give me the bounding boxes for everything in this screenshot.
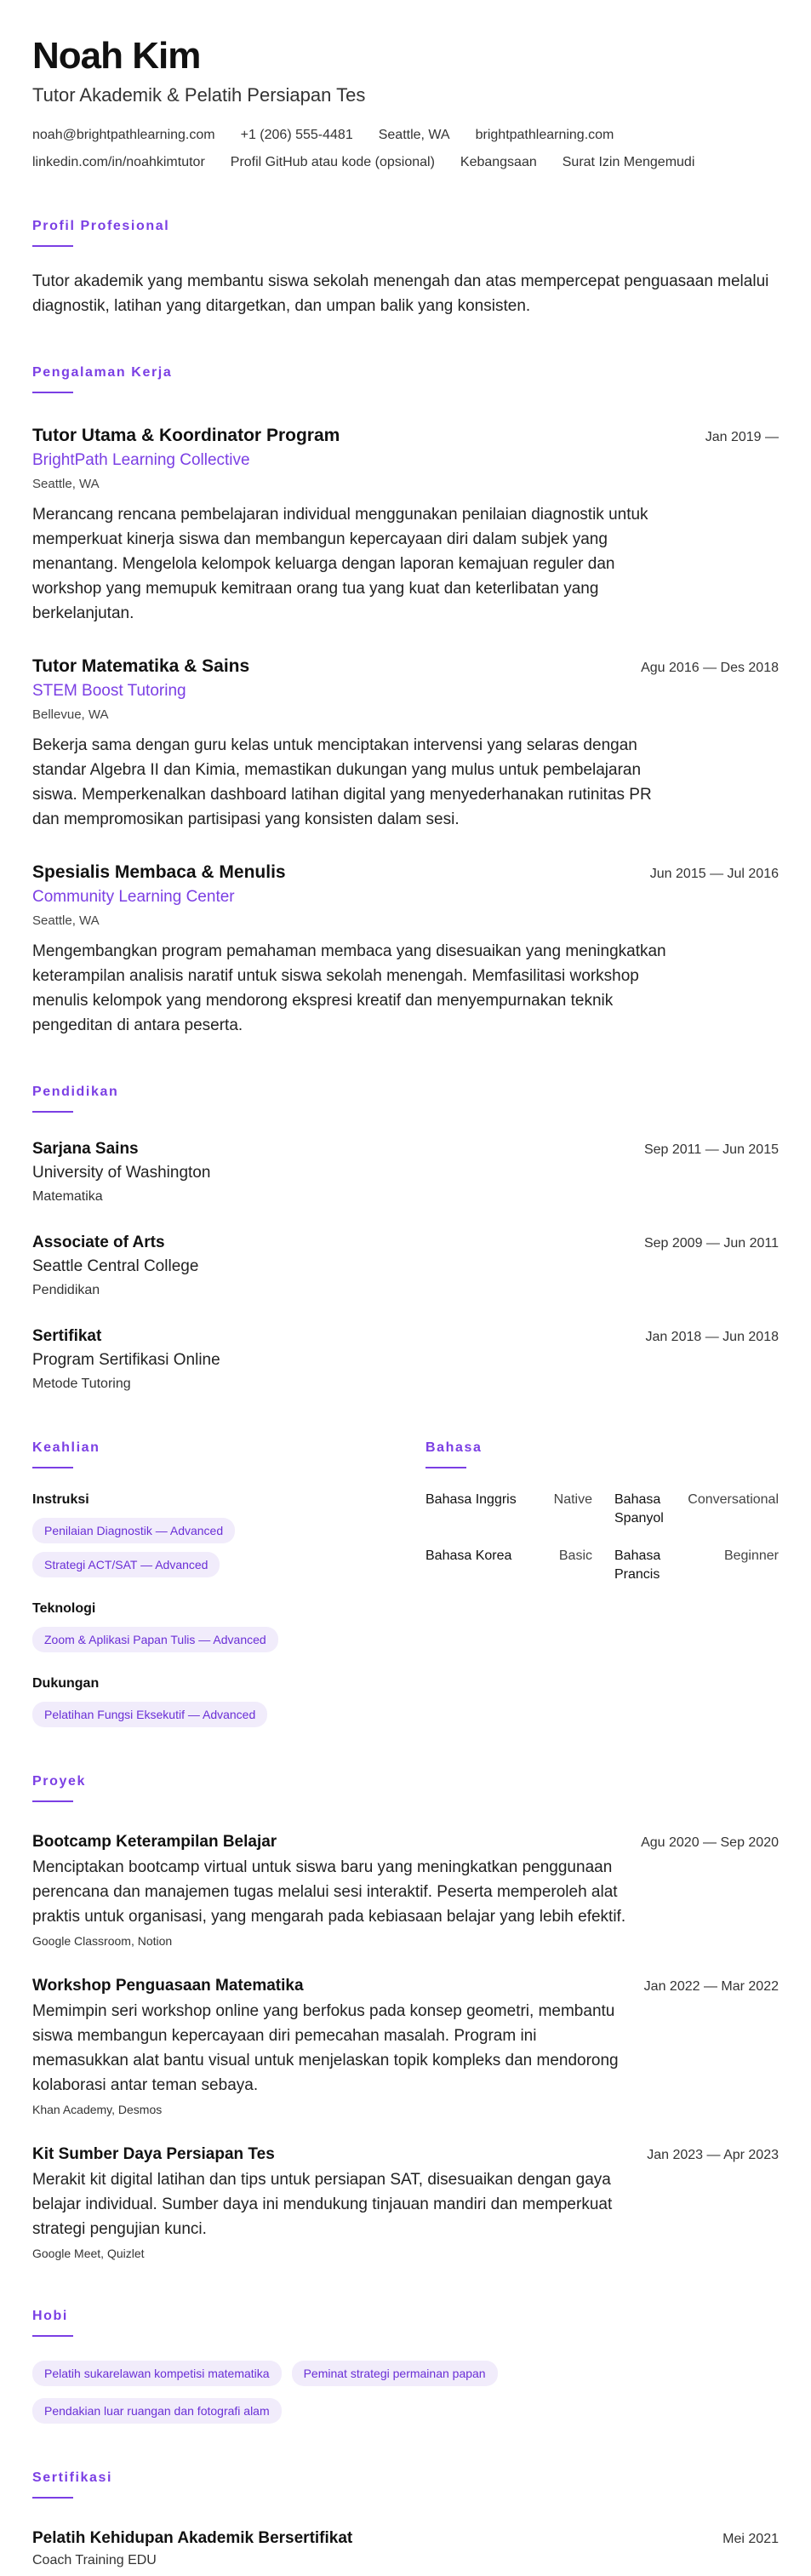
project-list [32, 1831, 779, 2262]
education-entry [32, 1325, 779, 1394]
contact-linkedin[interactable]: linkedin.com/in/noahkimtutor [32, 155, 205, 169]
job-company: BrightPath Learning Collective [32, 451, 250, 469]
skill-group-label: Dukungan [32, 1676, 100, 1691]
certification-entry [32, 2527, 779, 2570]
section-title-education: Pendidikan [32, 1085, 119, 1099]
section-divider [32, 1111, 73, 1113]
project-title: Workshop Penguasaan Matematika [32, 1977, 304, 1995]
contact-nationality: Kebangsaan [460, 155, 537, 169]
project-date: Jan 2023 — Apr 2023 [647, 2148, 779, 2162]
language-item [425, 1491, 604, 1528]
project-tools: Google Classroom, Notion [32, 1934, 173, 1948]
language-name: Bahasa Spanyol [614, 1492, 664, 1526]
job-description: Merancang rencana pembelajaran individual menggunakan penilaian diagnostik untuk memperkuat kinerja siswa dan membangun kepercayaan diri dalam subjek yang menantang. Mengelola kelompok keluarga dengan laporan kemajuan reguler dan workshop yang memupuk kemitraan orang tua yang kuat dan keterlibatan yang berkelanjutan. [32, 506, 648, 622]
section-divider [32, 2497, 73, 2499]
project-tools: Khan Academy, Desmos [32, 2103, 163, 2116]
hobby-chip: Peminat strategi permainan papan [292, 2361, 498, 2386]
job-list [32, 424, 779, 1038]
certifications-section [32, 2470, 779, 2570]
project-description: Merakit kit digital latihan dan tips untuk persiapan SAT, disesuaikan dengan gaya belajar individual. Sumber daya ini mendukung tinjauan mandiri dan memperkuat strategi pengujian kunci. [32, 2171, 613, 2238]
job-date: Jan 2019 — [705, 430, 779, 444]
project-description: Menciptakan bootcamp virtual untuk siswa baru yang meningkatkan penggunaan perencana dan manajemen tugas melalui sesi interaktif. Peserta memperoleh alat praktis untuk organisasi, yang mengarah pada kebiasaan belajar yang lebih efektif. [32, 1858, 626, 1926]
education-date: Sep 2011 — Jun 2015 [643, 1142, 779, 1157]
education-school: University of Washington [32, 1164, 211, 1182]
skill-group [32, 1674, 425, 1727]
hobby-list [32, 2361, 628, 2424]
skill-group [32, 1491, 425, 1577]
contact-github[interactable]: Profil GitHub atau kode (opsional) [230, 155, 435, 169]
skills-section [32, 1440, 425, 1727]
contact-website[interactable]: brightpathlearning.com [475, 128, 614, 142]
section-divider [32, 1467, 73, 1468]
education-date: Jan 2018 — Jun 2018 [645, 1330, 779, 1344]
education-section [32, 1084, 779, 1394]
resume-header [32, 34, 779, 172]
section-title-hobbies: Hobi [32, 2309, 68, 2323]
education-school: Program Sertifikasi Online [32, 1351, 220, 1369]
education-list [32, 1138, 779, 1394]
experience-section [32, 364, 779, 1038]
job-company: Community Learning Center [32, 888, 235, 906]
language-level: Conversational [688, 1492, 779, 1507]
education-degree: Associate of Arts [32, 1234, 165, 1251]
education-entry [32, 1232, 779, 1300]
project-title: Kit Sumber Daya Persiapan Tes [32, 2145, 275, 2163]
language-level: Native [553, 1492, 592, 1507]
education-entry [32, 1138, 779, 1206]
job-description: Mengembangkan program pemahaman membaca yang disesuaikan yang meningkatkan keterampilan analisis naratif untuk siswa sekolah menengah. Memfasilitasi workshop menulis kelompok yang mendorong ekspresi kreatif dan menyempurnakan teknik pengeditan di antara peserta. [32, 942, 666, 1034]
candidate-name: Noah Kim [32, 35, 201, 77]
job-date: Agu 2016 — Des 2018 [641, 661, 779, 675]
project-entry [32, 2144, 779, 2262]
language-level: Basic [558, 1548, 592, 1563]
education-field: Metode Tutoring [32, 1377, 131, 1391]
section-divider [32, 2335, 73, 2337]
language-list [425, 1491, 779, 1584]
job-title: Tutor Utama & Koordinator Program [32, 426, 340, 445]
project-title: Bootcamp Keterampilan Belajar [32, 1833, 277, 1851]
projects-section [32, 1773, 779, 2262]
skill-chip: Penilaian Diagnostik — Advanced [32, 1518, 235, 1543]
education-field: Pendidikan [32, 1283, 100, 1297]
section-divider [425, 1467, 466, 1468]
project-date: Jan 2022 — Mar 2022 [643, 1979, 779, 1994]
section-divider [32, 1800, 73, 1802]
project-entry [32, 1975, 779, 2118]
language-item [604, 1547, 779, 1584]
job-location: Seattle, WA [32, 477, 100, 491]
job-location: Bellevue, WA [32, 707, 109, 722]
project-description: Memimpin seri workshop online yang berfokus pada konsep geometri, membantu siswa membangun kepercayaan diri pemecahan masalah. Program ini memasukkan alat bantu visual untuk menjelaskan topik kompleks dan mendorong kolaborasi antar teman sebaya. [32, 2002, 619, 2094]
certification-issuer: Coach Training EDU [32, 2553, 157, 2567]
skill-group-label: Teknologi [32, 1601, 96, 1616]
contact-location: Seattle, WA [378, 128, 450, 142]
contact-phone[interactable]: +1 (206) 555-4481 [240, 128, 353, 142]
skills-languages-row [32, 1440, 779, 1727]
language-level: Beginner [723, 1548, 779, 1563]
job-entry [32, 861, 779, 1038]
project-entry [32, 1831, 779, 1949]
candidate-headline: Tutor Akademik & Pelatih Persiapan Tes [32, 84, 366, 106]
project-tools: Google Meet, Quizlet [32, 2247, 145, 2260]
section-title-projects: Proyek [32, 1774, 86, 1789]
job-location: Seattle, WA [32, 913, 100, 928]
contact-list [32, 126, 781, 172]
section-title-profile: Profil Profesional [32, 219, 170, 233]
section-title-certifications: Sertifikasi [32, 2470, 113, 2485]
skill-chip: Pelatihan Fungsi Eksekutif — Advanced [32, 1702, 267, 1727]
section-title-languages: Bahasa [425, 1440, 483, 1455]
skill-chip: Zoom & Aplikasi Papan Tulis — Advanced [32, 1627, 278, 1652]
section-divider [32, 245, 73, 247]
profile-summary: Tutor akademik yang membantu siswa sekolah menengah dan atas mempercepat penguasaan melalui diagnostik, latihan yang ditargetkan, dan umpan balik yang konsisten. [32, 272, 769, 315]
hobby-chip: Pelatih sukarelawan kompetisi matematika [32, 2361, 282, 2386]
education-school: Seattle Central College [32, 1257, 199, 1275]
skill-group-label: Instruksi [32, 1492, 89, 1507]
language-item [425, 1547, 604, 1584]
job-date: Jun 2015 — Jul 2016 [649, 867, 779, 881]
contact-email[interactable]: noah@brightpathlearning.com [32, 128, 215, 142]
education-degree: Sarjana Sains [32, 1140, 139, 1158]
certification-title: Pelatih Kehidupan Akademik Bersertifikat [32, 2529, 353, 2547]
job-title: Spesialis Membaca & Menulis [32, 862, 286, 882]
job-description: Bekerja sama dengan guru kelas untuk menciptakan intervensi yang selaras dengan standar Algebra II dan Kimia, memastikan dukungan yang mulus untuk pembelajaran siswa. Memperkenalkan dashboard latihan digital yang menyederhanakan rutinitas PR dan mempromosikan partisipasi yang konsisten dalam sesi. [32, 736, 652, 828]
language-name: Bahasa Inggris [425, 1492, 517, 1507]
hobby-chip: Pendakian luar ruangan dan fotografi alam [32, 2398, 282, 2424]
project-date: Agu 2020 — Sep 2020 [641, 1835, 779, 1850]
job-entry [32, 424, 779, 626]
education-degree: Sertifikat [32, 1327, 102, 1345]
section-title-experience: Pengalaman Kerja [32, 365, 173, 380]
section-title-skills: Keahlian [32, 1440, 100, 1455]
section-divider [32, 392, 73, 393]
skill-chip: Strategi ACT/SAT — Advanced [32, 1552, 220, 1577]
education-date: Sep 2009 — Jun 2011 [643, 1236, 779, 1251]
certification-date: Mei 2021 [722, 2532, 779, 2546]
job-company: STEM Boost Tutoring [32, 682, 186, 700]
education-field: Matematika [32, 1189, 103, 1204]
language-name: Bahasa Korea [425, 1548, 512, 1563]
languages-section [425, 1440, 779, 1727]
job-title: Tutor Matematika & Sains [32, 656, 250, 676]
skill-group [32, 1600, 425, 1652]
contact-driving-license: Surat Izin Mengemudi [562, 155, 695, 169]
language-name: Bahasa Prancis [614, 1548, 661, 1582]
language-item [604, 1491, 779, 1528]
profile-section [32, 218, 779, 318]
hobbies-section [32, 2308, 779, 2424]
job-entry [32, 655, 779, 832]
